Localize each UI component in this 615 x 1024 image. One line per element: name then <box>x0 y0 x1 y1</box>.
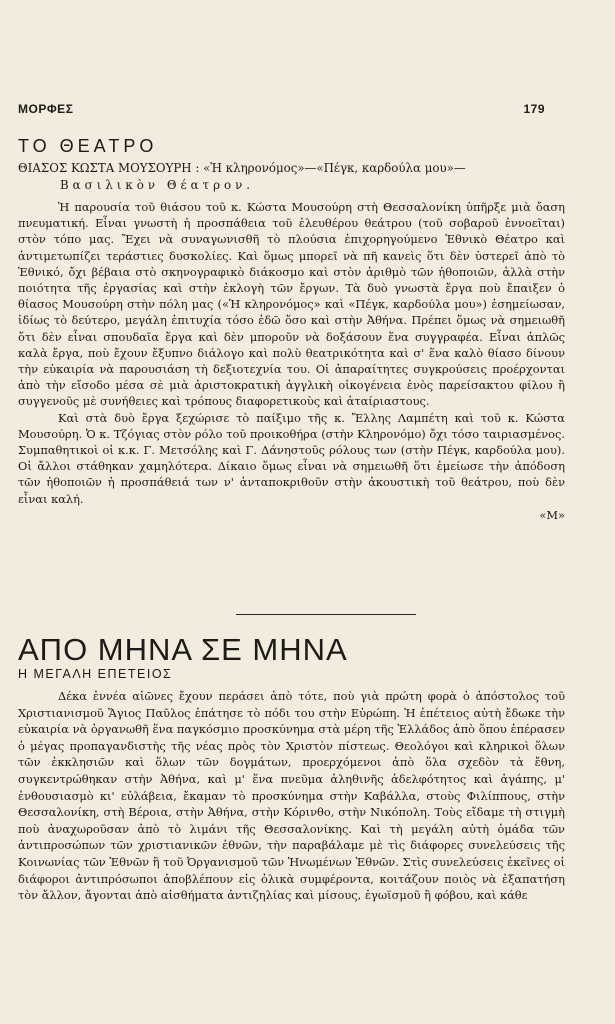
theatre-section-title: ΤΟ ΘΕΑΤΡΟ <box>18 136 158 156</box>
review-signature: «Μ» <box>539 507 565 522</box>
review-paragraph: Ἡ παρουσία τοῦ θιάσου τοῦ κ. Κώστα Μουσούρη στὴ Θεσσαλονίκη ὑπῆρξε μιὰ ὄαση πνευματική. Εἶναι γνωστὴ ἡ προσπάθεια τοῦ ἐλευθέρου θεάτρου (τοῦ σοβαροῦ ἐννοεῖται) στὸν τόπο μας. Ἔχει νὰ συναγωνισθῆ τὸ πλούσια ἐπιχορηγούμενο Ἐθνικὸ Θέατρο καὶ ἀντιμετωπίζει τεράστιες δυσκολίες. Καὶ ὅμως μπορεῖ νὰ πῆ κανεὶς ὅτι δὲν ὑστερεῖ ἀπὸ τὸ Ἐθνικό, ὄχι βέβαια στὸ σκηνογραφικὸ διάκοσμο καὶ στὸν ἀριθμὸ τῶν ἠθοποιῶν, ἀλλὰ στὴν ποιότητα τῆς ἐργασίας καὶ στὴν ἐκλογὴ τῶν ἔργων. Τὰ δυὸ γνωστὰ ἔργα ποὺ ἔπαιξεν ὁ θίασος Μουσούρη στὴν πόλη μας («Ἡ κληρονόμος» καὶ «Πέγκ, καρδούλα μου») ἐσημείωσαν, ἰδίως τὸ δεύτερο, μεγάλη ἐπιτυχία τόσο ἐδῶ ὅσο καὶ στὴν Ἀθήνα. Πρέπει ὅμως νὰ σημειωθῆ ὅτι δὲν εἶναι σπουδαῖα ἔργα καὶ δὲν μποροῦν νὰ δοξάσουν ἕνα συγγραφέα. Εἶναι ἁπλῶς καλὰ ἔργα, ποὺ ἔχουν ἔξυπνο διάλογο καὶ πολὺ θεατρικότητα καὶ σ' ἕνα καλὸ θίασο δίνουν τὴν εὐκαιρία νὰ παρουσιάση τὴ δεξιοτεχνία του. Οἱ ἀπαραίτητες συγκρούσεις προέρχονται ἀπὸ τὴν εἴσοδο μέσα σὲ μιὰ ἀριστοκρατικὴ ἀγγλικὴ οἰκογένεια ἑνὸς παρείσακτου φίλου ἢ συγγενοῦς μὲ συνήθειες καὶ τρόπους διαφορετικοὺς καὶ ἀταίριαστους. <box>18 200 565 409</box>
month-section-subtitle: Η ΜΕΓΑΛΗ ΕΠΕΤΕΙΟΣ <box>18 667 173 681</box>
anniversary-essay-body <box>18 688 565 904</box>
review-heading <box>18 160 563 194</box>
month-section-title: ΑΠΟ ΜΗΝΑ ΣΕ ΜΗΝΑ <box>18 632 348 667</box>
running-head <box>18 102 545 116</box>
magazine-name: ΜΟΡΦΕΣ <box>18 102 74 116</box>
theatre-review-body <box>18 199 565 523</box>
section-divider <box>236 614 416 615</box>
review-heading-venue: Βασιλικὸν Θέατρον. <box>60 178 255 192</box>
review-heading-line: ΘΙΑΣΟΣ ΚΩΣΤΑ ΜΟΥΣΟΥΡΗ : «Ἡ κληρονόμος»—«Πέγκ, καρδούλα μου»— <box>18 161 466 175</box>
essay-paragraph: Δέκα ἐννέα αἰῶνες ἔχουν περάσει ἀπὸ τότε, ποὺ γιὰ πρώτη φορὰ ὁ ἀπόστολος τοῦ Χριστιανισμοῦ Ἅγιος Παῦλος ἐπάτησε τὸ πόδι του στὴν Εὐρώπη. Ἡ ἐπέτειος αὐτὴ ἔδωκε τὴν εὐκαιρία νὰ ὀργανωθῆ ἕνα παγκόσμιο προσκύνημα στὰ μέρη τῆς Ἑλλάδος ἀπὸ ὅπου ἐπέρασεν ὁ μέγας προπαγανδιστὴς τῆς νέας πρὸς τὸν Χριστὸν πίστεως. Θεολόγοι καὶ κληρικοὶ ὅλων τῶν ἐκκλησιῶν καὶ ὅλων τῶν δογμάτων, προερχόμενοι ἀπὸ ὅλα σχεδὸν τὰ ἔθνη, συγκεντρώθηκαν στὴν Ἀθήνα, καὶ μ' ἕνα πνεῦμα ἀληθινῆς ἀδελφότητος καὶ ἀγάπης, μ' ἐνθουσιασμὸ κι' εὐλάβεια, ἔκαμαν τὸ προσκύνημα στὴν Καβάλλα, στοὺς Φιλίππους, στὴν Θεσσαλονίκη, στὴ Βέροια, στὴν Ἀθήνα, στὴν Κόρινθο, στὴν Νικόπολη. Τοὺς εἴδαμε τὴ στιγμὴ ποὺ ἀναχωροῦσαν ἀπὸ τὸ λιμάνι τῆς Θεσσαλονίκης. Καὶ τὴ μεγάλη αὐτὴ ὁμάδα τῶν ἀντιπροσώπων τῶν χριστιανικῶν ἐθνῶν, τὴν παραβάλαμε μὲ τὶς διάφορες συνελεύσεις τῆς Κοινωνίας τῶν Ἐθνῶν ἢ τοῦ Ὀργανισμοῦ τῶν Ἡνωμένων Ἐθνῶν. Στὶς συνελεύσεις ἐκεῖνες οἱ διάφοροι ἀντιπρόσωποι ἀποβλέπουν εἰς ὁλικὰ συμφέροντα, κοιτάζουν ποιὸς νὰ ἐξαπατήση τὸν ἄλλον, ἄγονται ἀπὸ αἰσθήματα ἀντιζηλίας καὶ μίσους, ἐγωϊσμοῦ ἢ φόβου, καὶ κάθε <box>18 689 565 903</box>
review-paragraph: Καὶ στὰ δυὸ ἔργα ξεχώρισε τὸ παίξιμο τῆς κ. Ἔλλης Λαμπέτη καὶ τοῦ κ. Κώστα Μουσούρη. Ὁ κ. Τζόγιας στὸν ρόλο τοῦ προικοθήρα (στὴν Κληρονόμο) ὄχι τόσο ταιριασμένος. Συμπαθητικοὶ οἱ κ.κ. Γ. Μετσόλης καὶ Γ. Δάνηστοῦς ρόλους των (στὴν Πέγκ, καρδούλα μου). Οἱ ἄλλοι στάθηκαν χαμηλότερα. Δίκαιο ὅμως εἶναι νὰ σημειωθῆ ὅτι ἐμείωσε τὴν ἀπόδοση τῶν ἠθοποιῶν ἡ προσπάθειά των ν' ἀνταποκριθοῦν στὴν ἀκουστικὴ τοῦ θεάτρου, ποὺ δὲν εἶναι καλή. <box>18 410 565 506</box>
page-number: 179 <box>523 102 545 116</box>
